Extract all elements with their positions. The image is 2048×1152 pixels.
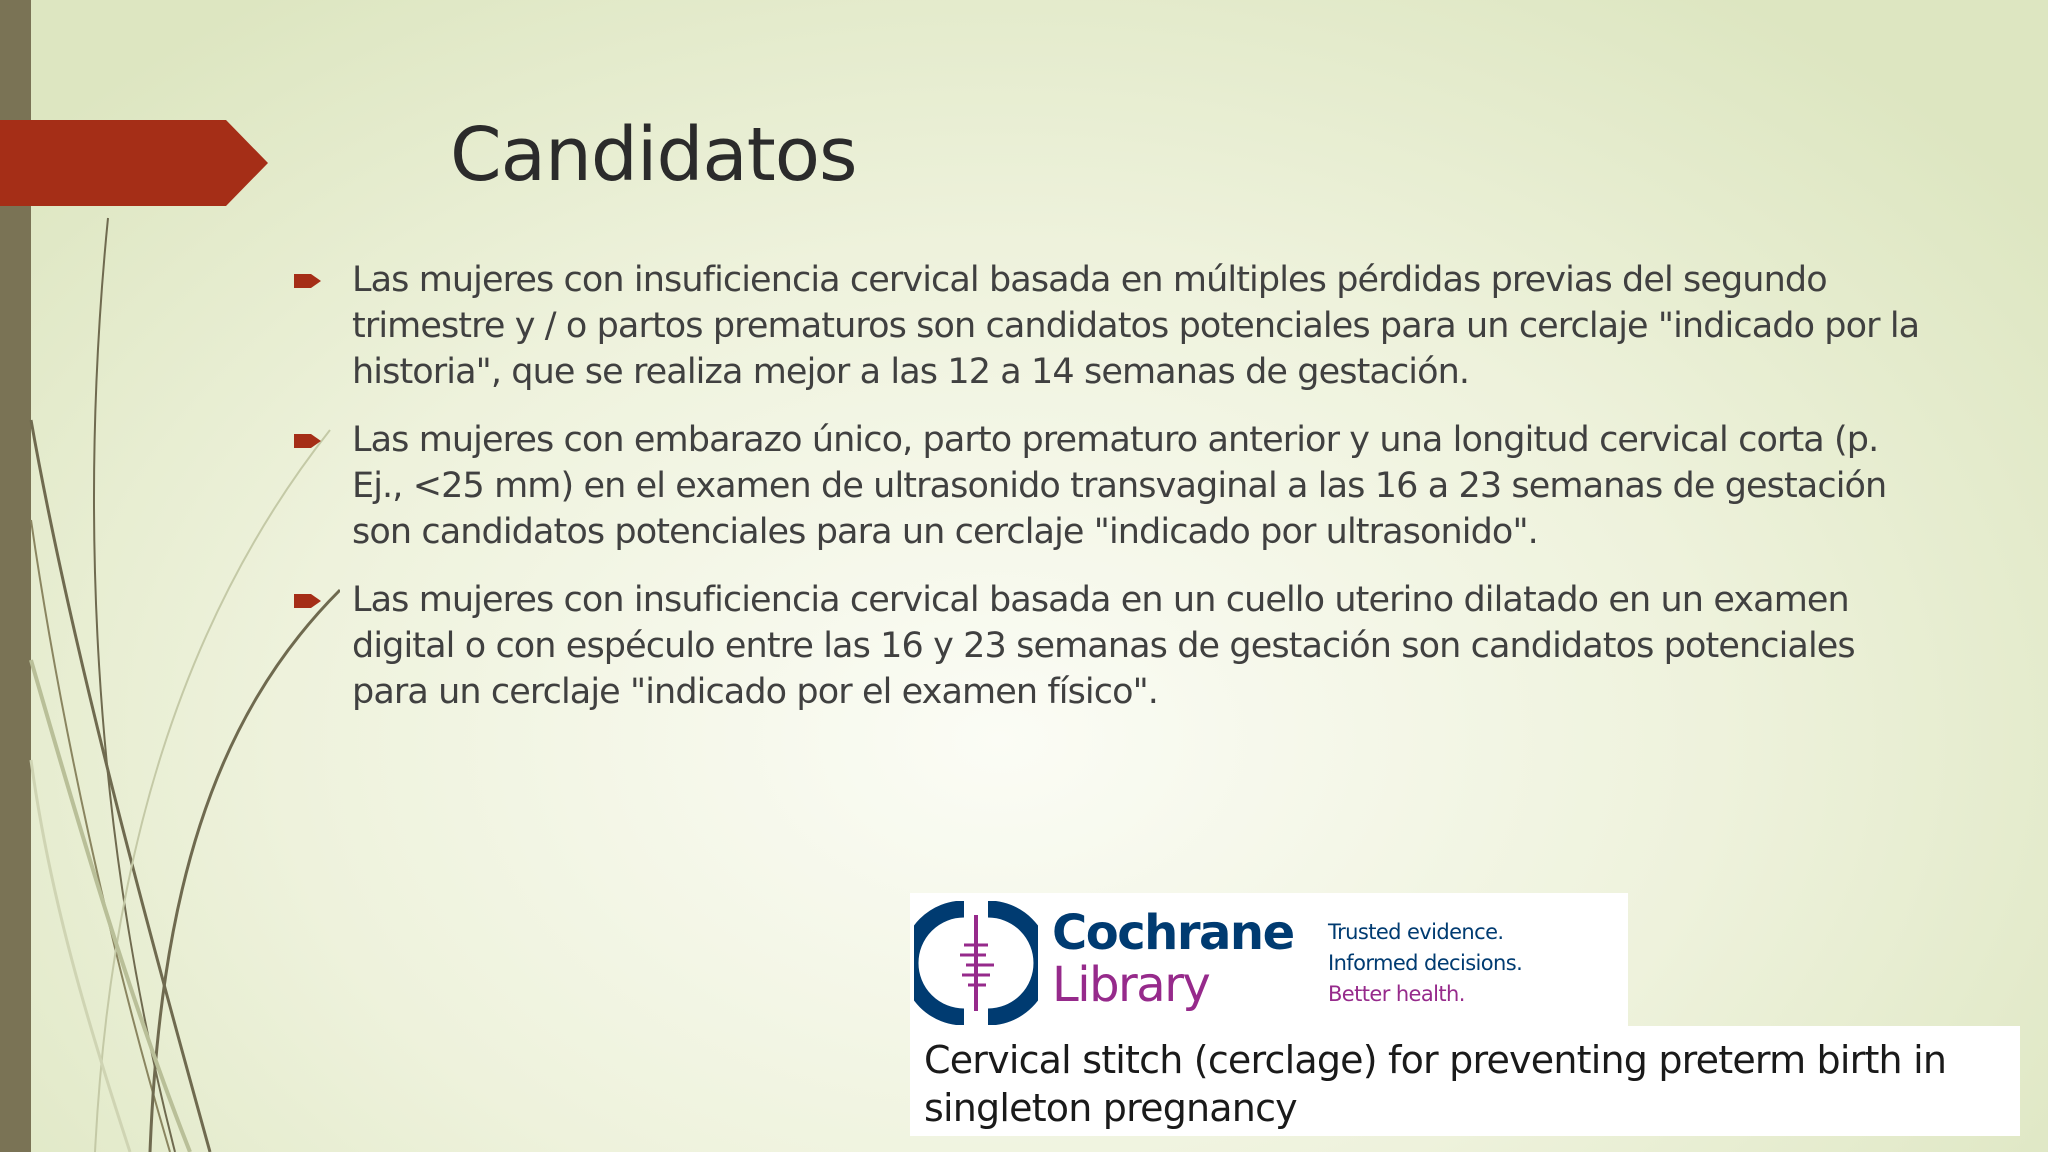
review-title-box (910, 1026, 2020, 1136)
library-brand-name: Library (1052, 957, 1210, 1013)
cochrane-image (910, 893, 2020, 1136)
title-accent-arrow (0, 120, 270, 206)
arrow-bullet-icon (294, 271, 322, 291)
bullet-text: Las mujeres con insuficiencia cervical basada en un cuello uterino dilatado en un examen digital o con espéculo entre las 16 y 23 semanas de gestación son candidatos potenciales para un cerclaje "indicado por el examen físico". (352, 580, 1855, 712)
bullet-list (294, 257, 1934, 737)
tagline-line-2: Informed decisions. (1328, 951, 1523, 975)
tagline-line-1: Trusted evidence. (1328, 920, 1504, 944)
tagline-line-3: Better health. (1328, 982, 1465, 1006)
slide-title: Candidatos (450, 112, 857, 198)
cochrane-brand-name: Cochrane (1052, 905, 1294, 961)
cochrane-logo-banner (910, 893, 1628, 1033)
bullet-text: Las mujeres con embarazo único, parto prematuro anterior y una longitud cervical corta (p. Ej., <25 mm) en el examen de ultrasonido transvaginal a las 16 a 23 semanas de gestación son candidatos potenciales para un cerclaje "indicado por ultrasonido". (352, 420, 1887, 552)
review-title: Cervical stitch (cerclage) for preventing preterm birth in singleton pregnancy (924, 1038, 1947, 1130)
arrow-bullet-icon (294, 431, 322, 451)
cochrane-logo-icon (914, 901, 1038, 1025)
list-item (294, 417, 1934, 555)
bullet-text: Las mujeres con insuficiencia cervical basada en múltiples pérdidas previas del segundo trimestre y / o partos prematuros son candidatos potenciales para un cerclaje "indicado por la historia", que se realiza mejor a las 12 a 14 semanas de gestación. (352, 260, 1920, 392)
cochrane-tagline (1328, 917, 1522, 1010)
list-item (294, 257, 1934, 395)
arrow-bullet-icon (294, 591, 322, 611)
list-item (294, 577, 1934, 715)
